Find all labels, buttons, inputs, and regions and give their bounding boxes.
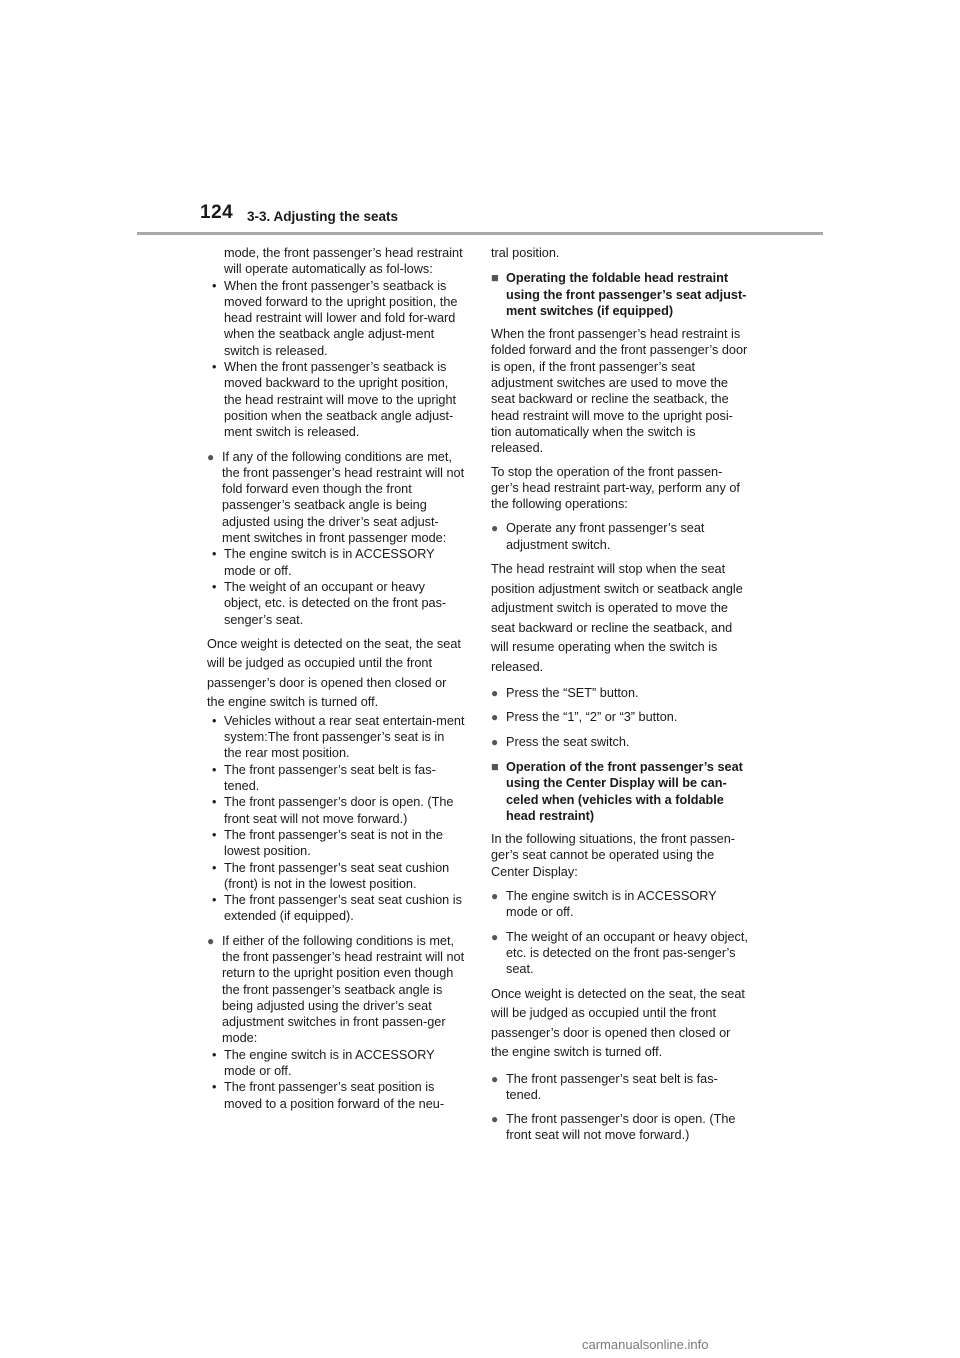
subsection-heading [491,759,749,824]
block-text: Press the “SET” button. [506,686,639,701]
sub-bullet-marker: • [212,579,217,594]
block-text: mode, the front passenger’s head restraint will operate automatically as fol-lows: [224,246,463,277]
list-item [491,734,749,750]
sub-list-item [207,546,465,579]
block-text: The front passenger’s seat is not in the lowest position. [224,827,443,859]
sub-list-item [207,794,465,827]
block-text: Operation of the front passenger’s seat using the Center Display will be can-celed when (vehicles with a foldable head restraint) [506,759,743,823]
list-item [491,1111,749,1144]
subsection-heading [491,270,749,319]
sub-list-item [207,359,465,440]
block-text: The weight of an occupant or heavy object, etc. is detected on the front pas-senger’s seat. [224,579,447,627]
block-text: The front passenger’s seat position is moved to a position forward of the neu- [224,1080,445,1111]
sub-bullet-marker: • [212,1080,217,1095]
block-text: Operate any front passenger’s seat adjustment switch. [506,521,705,552]
list-item [491,929,749,978]
block-text: Once weight is detected on the seat, the seat will be judged as occupied until the front passenger’s door is opened then closed or the engine switch is turned off. [207,636,461,710]
sub-list-item [207,278,465,359]
circle-bullet-icon: ● [491,929,499,944]
sub-list-item [207,1079,465,1112]
block-text: Press the “1”, “2” or “3” button. [506,710,678,725]
sub-bullet-marker: • [212,278,217,293]
block-text: The front passenger’s door is open. (The front seat will not move forward.) [506,1112,736,1143]
circle-bullet-icon: ● [491,734,499,749]
block-text: The weight of an occupant or heavy object, etc. is detected on the front pas-senger’s seat. [506,929,748,977]
block-text: The front passenger’s seat seat cushion (front) is not in the lowest position. [224,860,450,891]
continued-text [207,245,465,278]
page-number: 124 [200,202,234,223]
sub-bullet-marker: • [212,547,217,562]
circle-bullet-icon: ● [491,1071,499,1086]
block-text: Vehicles without a rear seat entertain-ment system:The front passenger’s seat is in the rear most position. [224,713,465,761]
sub-list-item [207,892,465,925]
block-text: The engine switch is in ACCESSORY mode or off. [224,547,435,578]
sub-bullet-marker: • [212,762,217,777]
list-item [491,709,749,725]
circle-bullet-icon: ● [491,521,499,536]
block-text: When the front passenger’s seatback is moved forward to the upright position, the head restraint will lower and fold for-ward when the seatback angle adjust-ment switch is released. [224,278,458,358]
list-item [491,520,749,553]
block-text: The front passenger’s door is open. (The front seat will not move forward.) [224,795,454,826]
right-column [491,245,749,1144]
sub-list-item [207,827,465,860]
sub-bullet-marker: • [212,893,217,908]
sub-bullet-marker: • [212,360,217,375]
list-item [207,449,465,547]
section-title: 3-3. Adjusting the seats [247,209,399,224]
block-text: Once weight is detected on the seat, the seat will be judged as occupied until the front passenger’s door is opened then closed or the engine switch is turned off. [491,986,745,1059]
circle-bullet-icon: ● [207,933,215,948]
sub-bullet-marker: • [212,1047,217,1062]
sub-bullet-marker: • [212,860,217,875]
block-text: If either of the following conditions is met, the front passenger’s head restraint will not return to the upright position even though the front passenger’s seatback angle is being adjusted using the driver’s seat adjustment switches in front passen-ger mode: [222,933,465,1046]
left-column [207,245,465,1112]
square-heading-icon: ■ [491,271,499,286]
page-header [0,0,960,240]
continued-text [491,245,749,261]
paragraph [491,831,749,880]
circle-bullet-icon: ● [491,889,499,904]
sub-list-item [207,713,465,762]
circle-bullet-icon: ● [491,686,499,701]
paragraph [491,560,749,677]
block-text: The front passenger’s seat belt is fas-tened. [224,762,436,794]
block-text: The head restraint will stop when the seat position adjustment switch or seatback angle adjustment switch is operated to move the seat backward or recline the seatback, and will resume operating when the switch is released. [491,562,743,674]
block-text: When the front passenger’s head restraint is folded forward and the front passenger’s door is open, if the front passenger’s seat adjustment switches are used to move the seat backward or recline the seatback, the head restraint will move to the upright posi-tion automatically when the switch is released. [491,327,748,456]
list-item [491,685,749,701]
paragraph [491,464,749,513]
footer-watermark: carmanualsonline.info [582,1337,709,1352]
list-item [491,888,749,921]
block-text: In the following situations, the front passen-ger’s seat cannot be operated using the Center Display: [491,832,736,879]
list-item [207,933,465,1047]
block-text: Operating the foldable head restraint using the front passenger’s seat adjust-ment switches (if equipped) [506,271,747,318]
sub-bullet-marker: • [212,795,217,810]
sub-list-item [207,579,465,628]
paragraph [207,635,465,713]
block-text: When the front passenger’s seatback is moved backward to the upright position, the head restraint will move to the upright position when the seatback angle adjust-ment switch is released. [224,360,457,440]
square-heading-icon: ■ [491,759,499,774]
block-text: tral position. [491,246,560,260]
header-divider [137,232,823,235]
list-item [491,1071,749,1104]
circle-bullet-icon: ● [207,449,215,464]
block-text: If any of the following conditions are met, the front passenger’s head restraint will not fold forward even though the front passenger’s seatback angle is being adjusted using the driver’s seat adjust-ment switches in front passenger mode: [222,449,465,546]
block-text: The front passenger’s seat seat cushion is extended (if equipped). [224,893,462,924]
sub-bullet-marker: • [212,713,217,728]
block-text: To stop the operation of the front passen-ger’s head restraint part-way, perform any of the following operations: [491,464,740,512]
paragraph [491,985,749,1063]
block-text: The engine switch is in ACCESSORY mode or off. [506,889,717,920]
sub-bullet-marker: • [212,827,217,842]
block-text: The front passenger’s seat belt is fas-tened. [506,1071,718,1102]
block-text: Press the seat switch. [506,734,630,749]
sub-list-item [207,1047,465,1080]
paragraph [491,326,749,456]
block-text: The engine switch is in ACCESSORY mode or off. [224,1047,435,1079]
circle-bullet-icon: ● [491,710,499,725]
sub-list-item [207,762,465,795]
circle-bullet-icon: ● [491,1112,499,1127]
sub-list-item [207,860,465,893]
